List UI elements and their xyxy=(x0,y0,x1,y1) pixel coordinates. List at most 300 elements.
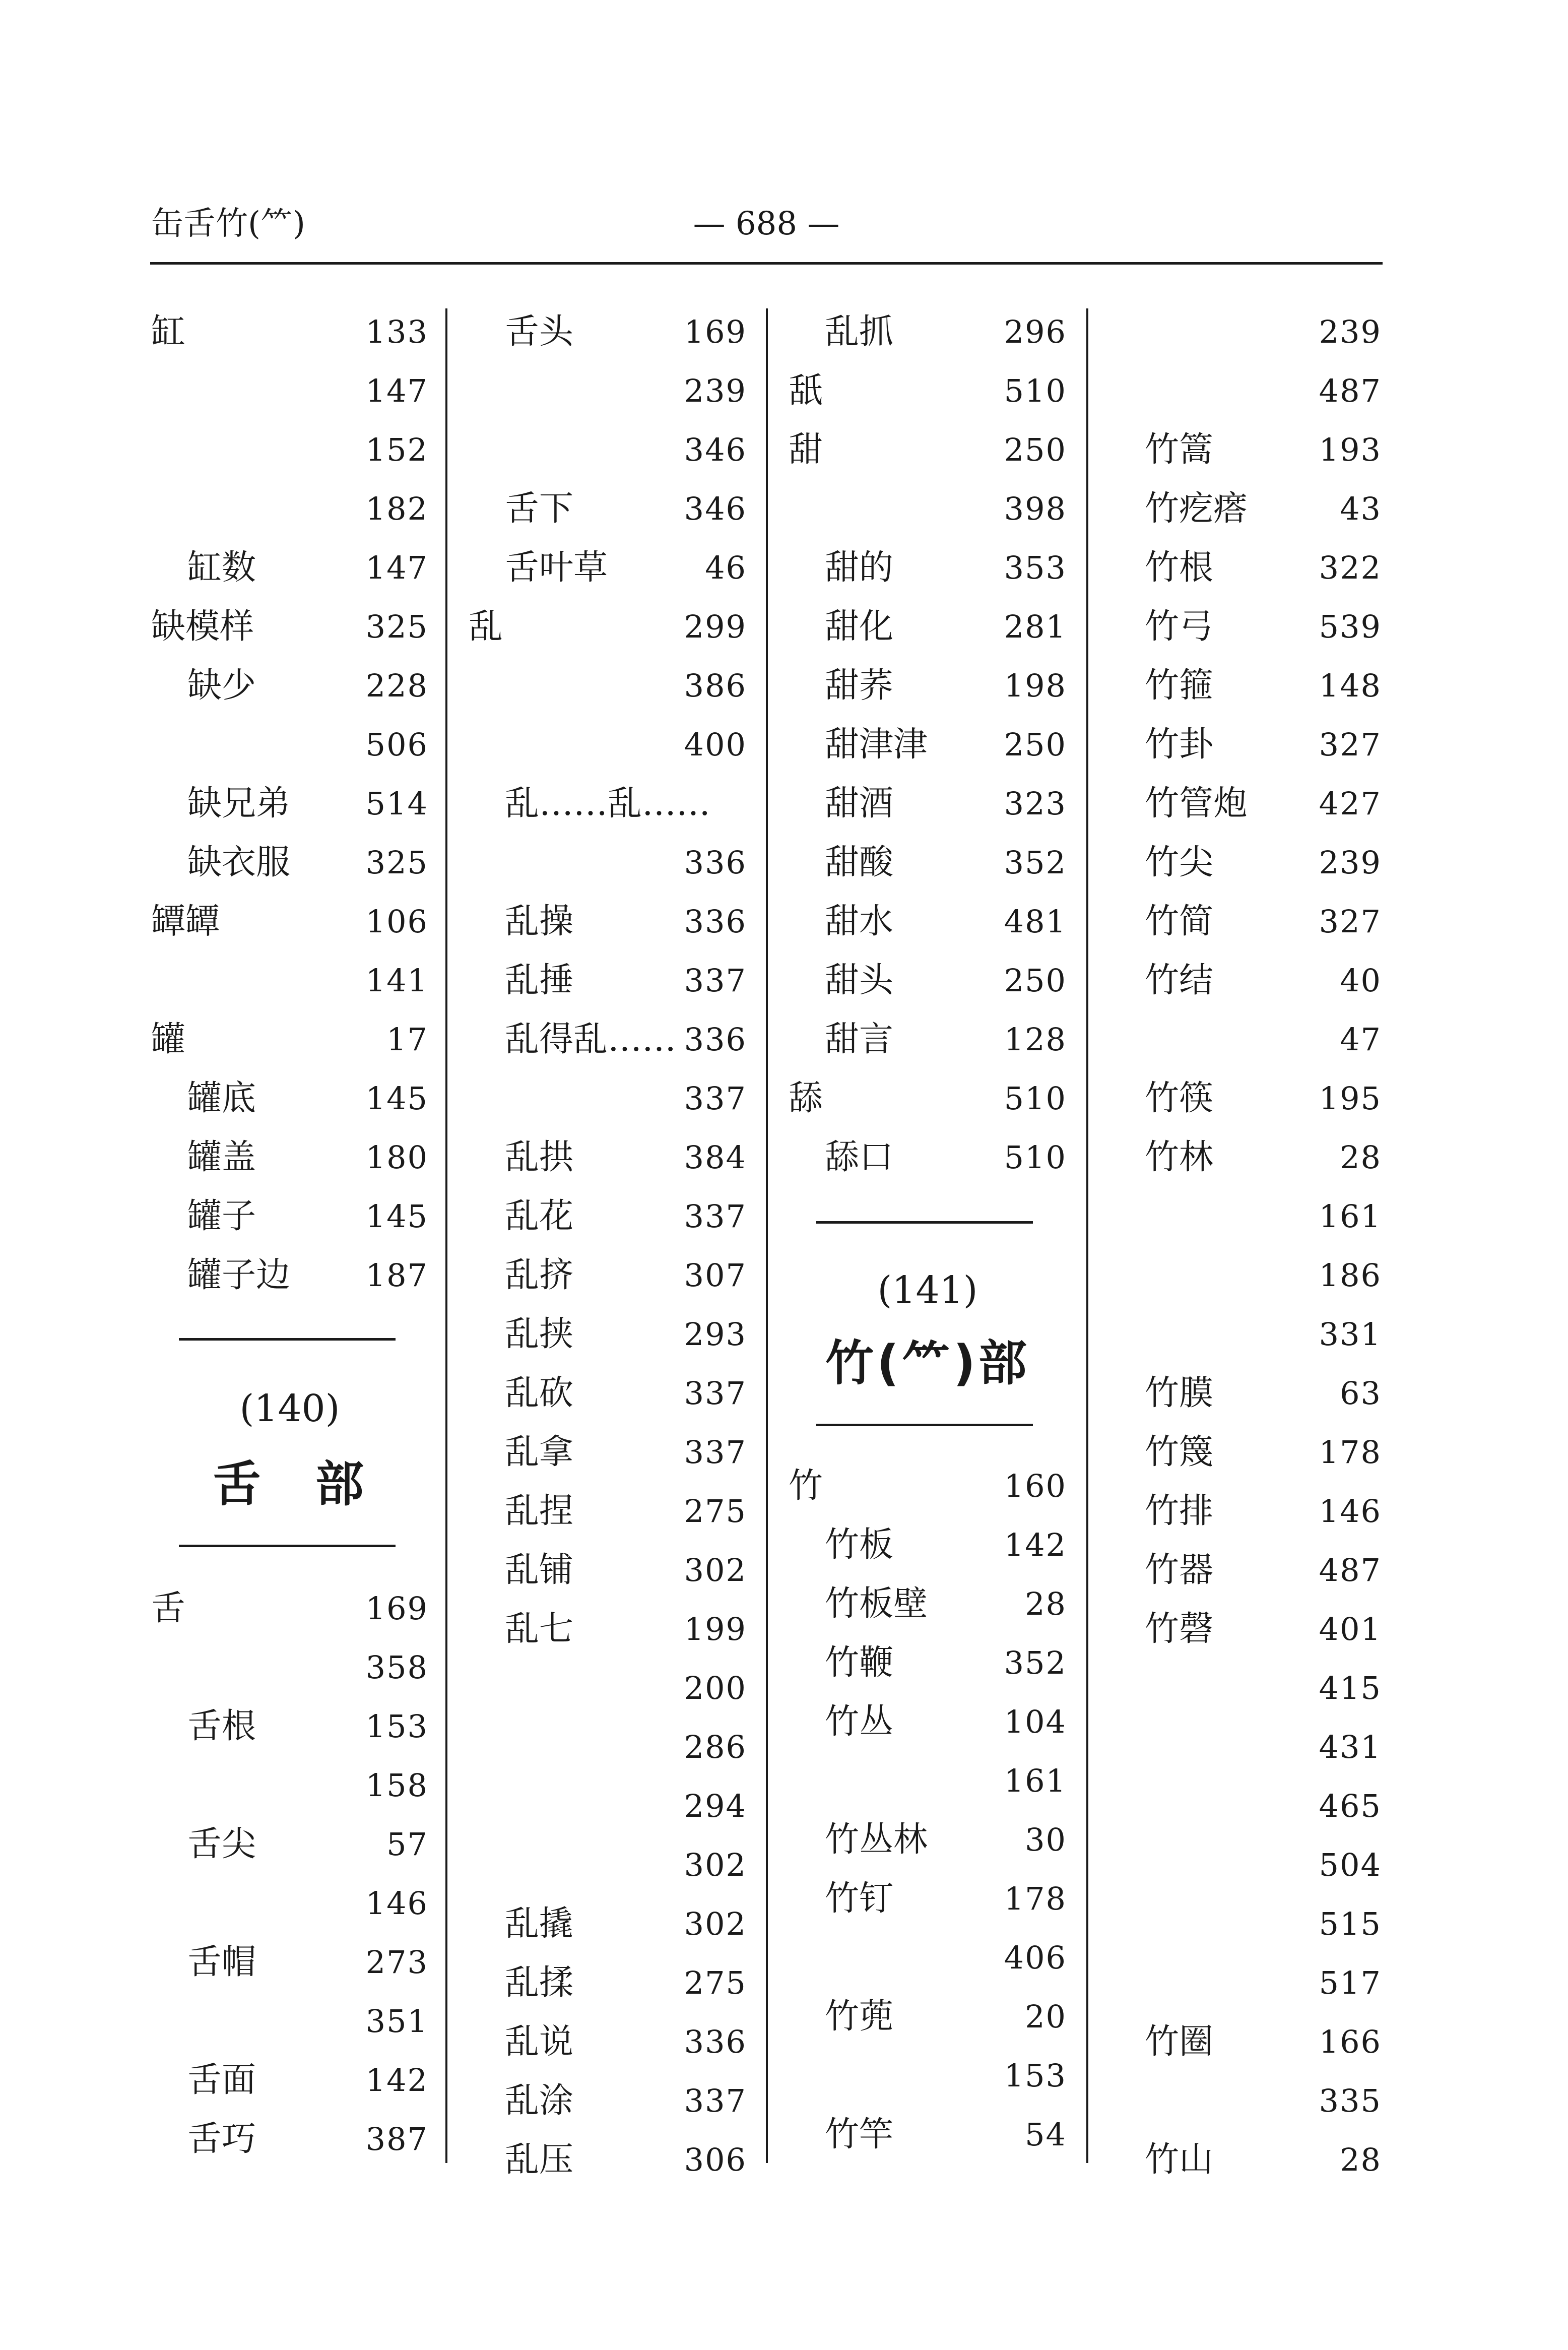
index-entry xyxy=(789,479,1067,538)
index-entry xyxy=(1108,1482,1382,1541)
index-term: 乱捶 xyxy=(505,961,574,1000)
index-entry xyxy=(1108,892,1382,951)
page-reference: 281 xyxy=(1004,608,1067,645)
page-reference: 400 xyxy=(684,726,747,763)
page-reference: 337 xyxy=(684,2082,747,2119)
page-reference: 386 xyxy=(684,667,747,704)
page-reference: 465 xyxy=(1319,1788,1382,1824)
page-reference: 104 xyxy=(1004,1703,1067,1740)
section-title: 舌 部 xyxy=(213,1456,367,1512)
index-entry xyxy=(151,892,428,951)
index-entry xyxy=(469,1246,747,1305)
page-reference: 487 xyxy=(1319,372,1382,409)
index-entry xyxy=(789,1456,1067,1515)
index-entry xyxy=(1108,361,1382,420)
page-reference: 146 xyxy=(1319,1493,1382,1530)
index-entry xyxy=(469,1482,747,1541)
page-reference: 351 xyxy=(365,2003,428,2040)
index-term: 乱捏 xyxy=(505,1491,574,1531)
index-entry xyxy=(469,1069,747,1128)
index-entry xyxy=(789,420,1067,479)
index-entry xyxy=(469,1010,747,1069)
page-reference: 161 xyxy=(1319,1198,1382,1235)
page-reference: 346 xyxy=(684,490,747,527)
index-entry xyxy=(789,1574,1067,1633)
page-reference: 28 xyxy=(1340,1139,1382,1176)
index-term: 舌 xyxy=(151,1589,186,1628)
index-entry xyxy=(151,1579,428,1638)
page-reference: 20 xyxy=(1025,1998,1067,2035)
index-entry xyxy=(469,774,747,833)
page-reference: 250 xyxy=(1004,431,1067,468)
index-term: 舔口 xyxy=(825,1137,894,1177)
index-entry xyxy=(151,361,428,420)
index-entry xyxy=(789,1928,1067,1987)
page-reference: 186 xyxy=(1319,1257,1382,1294)
index-entry xyxy=(469,2071,747,2130)
page-reference: 514 xyxy=(365,785,428,822)
page-reference: 54 xyxy=(1025,2116,1067,2153)
index-entry xyxy=(789,2105,1067,2164)
index-entry xyxy=(789,892,1067,951)
index-entry xyxy=(151,1128,428,1187)
index-entry xyxy=(469,2012,747,2071)
index-entry xyxy=(469,1835,747,1894)
index-entry xyxy=(469,1423,747,1482)
page-reference: 106 xyxy=(365,903,428,940)
index-term: 缺衣服 xyxy=(187,843,291,882)
index-entry xyxy=(469,538,747,597)
index-entry xyxy=(469,2130,747,2189)
page-reference: 431 xyxy=(1319,1729,1382,1765)
index-term: 舌叶草 xyxy=(505,548,608,588)
page-reference: 17 xyxy=(386,1021,428,1058)
page-reference: 239 xyxy=(684,372,747,409)
index-term: 缸 xyxy=(151,312,186,352)
page-reference: 517 xyxy=(1319,1964,1382,2001)
index-term: 竹器 xyxy=(1145,1550,1214,1590)
index-term: 乱拿 xyxy=(505,1432,574,1472)
page-reference: 415 xyxy=(1319,1670,1382,1706)
index-term: 竹 xyxy=(789,1466,823,1506)
index-entry xyxy=(469,361,747,420)
section-title: 竹(⺮)部 xyxy=(825,1335,1030,1391)
index-entry xyxy=(1108,597,1382,656)
page-reference: 302 xyxy=(684,1552,747,1589)
page-reference: 299 xyxy=(684,608,747,645)
index-entry xyxy=(789,2046,1067,2105)
index-term: 甜的 xyxy=(825,548,894,588)
page-reference: 275 xyxy=(684,1493,747,1530)
index-entry xyxy=(789,361,1067,420)
index-entry xyxy=(151,774,428,833)
index-entry xyxy=(1108,1894,1382,1953)
index-term: 竹管炮 xyxy=(1145,784,1248,823)
index-entry xyxy=(1108,774,1382,833)
page-reference: 306 xyxy=(684,2141,747,2178)
index-entry xyxy=(151,1874,428,1933)
page-reference: 336 xyxy=(684,1021,747,1058)
index-entry xyxy=(469,597,747,656)
page-reference: 153 xyxy=(1004,2057,1067,2094)
page-reference: 387 xyxy=(365,2121,428,2157)
index-entry xyxy=(789,774,1067,833)
index-entry xyxy=(1108,420,1382,479)
page-reference: 504 xyxy=(1319,1847,1382,1883)
index-term: 竹山 xyxy=(1145,2140,1214,2180)
index-term: 乱说 xyxy=(505,2022,574,2062)
index-term: 乱抓 xyxy=(825,312,894,352)
page-reference: 152 xyxy=(365,431,428,468)
index-term: 竹蔸 xyxy=(825,1997,894,2037)
index-term: 乱撬 xyxy=(505,1904,574,1944)
index-entry xyxy=(469,1718,747,1776)
index-term: 乱得乱…… xyxy=(505,1020,677,1059)
page-reference: 153 xyxy=(365,1708,428,1745)
page-reference: 141 xyxy=(365,962,428,999)
index-term: 竹箍 xyxy=(1145,666,1214,706)
page-reference: 323 xyxy=(1004,785,1067,822)
index-entry xyxy=(469,1600,747,1659)
index-entry xyxy=(1108,1953,1382,2012)
page-reference: 539 xyxy=(1319,608,1382,645)
page-reference: 147 xyxy=(365,549,428,586)
index-entry xyxy=(151,1187,428,1246)
index-term: 罐盖 xyxy=(187,1137,256,1177)
index-entry xyxy=(789,1515,1067,1574)
page-reference: 307 xyxy=(684,1257,747,1294)
index-entry xyxy=(789,1633,1067,1692)
page-reference: 406 xyxy=(1004,1939,1067,1976)
page-reference: 358 xyxy=(365,1649,428,1686)
index-entry xyxy=(1108,1128,1382,1187)
index-entry xyxy=(789,656,1067,715)
index-entry xyxy=(469,1894,747,1953)
page-reference: 250 xyxy=(1004,962,1067,999)
page-reference: 148 xyxy=(1319,667,1382,704)
page-reference: 302 xyxy=(684,1847,747,1883)
section-rule xyxy=(179,1338,396,1341)
page-reference: 161 xyxy=(1004,1762,1067,1799)
page-reference: 515 xyxy=(1319,1906,1382,1942)
index-entry xyxy=(1108,1835,1382,1894)
page-reference: 481 xyxy=(1004,903,1067,940)
section-rule xyxy=(816,1424,1033,1426)
section-rule xyxy=(816,1221,1033,1224)
index-term: 舌帽 xyxy=(187,1942,256,1982)
index-term: 甜化 xyxy=(825,607,894,647)
index-term: 竹磬 xyxy=(1145,1609,1214,1649)
page-reference: 142 xyxy=(365,2062,428,2099)
index-term: 甜津津 xyxy=(825,725,928,765)
index-entry xyxy=(1108,1246,1382,1305)
index-entry xyxy=(469,302,747,361)
index-entry xyxy=(469,1305,747,1364)
page-reference: 296 xyxy=(1004,313,1067,350)
page-reference: 331 xyxy=(1319,1316,1382,1353)
page-reference: 133 xyxy=(365,313,428,350)
section-number: (141) xyxy=(877,1268,978,1312)
page-reference: 142 xyxy=(1004,1527,1067,1563)
index-entry xyxy=(1108,1010,1382,1069)
page-reference: 228 xyxy=(365,667,428,704)
index-entry xyxy=(1108,1305,1382,1364)
page-number: — 688 — xyxy=(693,205,840,242)
page-reference: 302 xyxy=(684,1906,747,1942)
page-reference: 273 xyxy=(365,1944,428,1981)
page-reference: 250 xyxy=(1004,726,1067,763)
index-entry xyxy=(469,1128,747,1187)
index-term: 缸数 xyxy=(187,548,256,588)
page-reference: 510 xyxy=(1004,1139,1067,1176)
index-term: 舌面 xyxy=(187,2060,256,2100)
page-reference: 198 xyxy=(1004,667,1067,704)
index-term: 竹简 xyxy=(1145,902,1214,941)
page-reference: 146 xyxy=(365,1885,428,1922)
page-reference: 200 xyxy=(684,1670,747,1706)
index-term: 竹钉 xyxy=(825,1879,894,1919)
page-reference: 195 xyxy=(1319,1080,1382,1117)
index-term: 竹丛 xyxy=(825,1702,894,1742)
index-entry xyxy=(151,1697,428,1756)
page-reference: 28 xyxy=(1340,2141,1382,2178)
index-entry xyxy=(789,1128,1067,1187)
page-reference: 352 xyxy=(1004,1644,1067,1681)
index-entry xyxy=(151,302,428,361)
page-reference: 160 xyxy=(1004,1468,1067,1504)
index-term: 竹筷 xyxy=(1145,1078,1214,1118)
index-term: 乱拱 xyxy=(505,1137,574,1177)
page-reference: 187 xyxy=(365,1257,428,1294)
index-term: 乱涂 xyxy=(505,2081,574,2121)
index-term: 竹结 xyxy=(1145,961,1214,1000)
index-entry xyxy=(789,1069,1067,1128)
page-reference: 57 xyxy=(386,1826,428,1863)
index-entry xyxy=(789,833,1067,892)
page-reference: 169 xyxy=(365,1590,428,1627)
index-entry xyxy=(1108,1776,1382,1835)
index-term: 竹根 xyxy=(1145,548,1214,588)
index-entry xyxy=(1108,951,1382,1010)
page-reference: 398 xyxy=(1004,490,1067,527)
index-entry xyxy=(789,951,1067,1010)
index-entry xyxy=(469,715,747,774)
index-entry xyxy=(1108,1069,1382,1128)
index-term: 竹疙瘩 xyxy=(1145,489,1248,529)
index-term: 舔 xyxy=(789,1078,823,1118)
index-term: 甜酒 xyxy=(825,784,894,823)
index-entry xyxy=(1108,833,1382,892)
index-entry xyxy=(1108,302,1382,361)
index-term: 甜言 xyxy=(825,1020,894,1059)
index-entry xyxy=(1108,656,1382,715)
index-entry xyxy=(151,420,428,479)
index-entry xyxy=(151,1992,428,2051)
index-term: 缺兄弟 xyxy=(187,784,291,823)
page-reference: 336 xyxy=(684,903,747,940)
page-reference: 336 xyxy=(684,2023,747,2060)
index-term: 缺模样 xyxy=(151,607,254,647)
index-entry xyxy=(151,1010,428,1069)
page-reference: 336 xyxy=(684,844,747,881)
index-entry xyxy=(1108,1600,1382,1659)
index-term: 乱铺 xyxy=(505,1550,574,1590)
index-entry xyxy=(1108,2071,1382,2130)
page-reference: 178 xyxy=(1319,1434,1382,1471)
index-term: 竹尖 xyxy=(1145,843,1214,882)
page-reference: 28 xyxy=(1025,1585,1067,1622)
index-entry xyxy=(151,833,428,892)
index-entry xyxy=(789,1810,1067,1869)
index-term: 罐子边 xyxy=(187,1255,291,1295)
page-reference: 337 xyxy=(684,1080,747,1117)
index-entry xyxy=(1108,1423,1382,1482)
index-entry xyxy=(1108,538,1382,597)
page-reference: 427 xyxy=(1319,785,1382,822)
index-term: 甜酸 xyxy=(825,843,894,882)
page-reference: 384 xyxy=(684,1139,747,1176)
index-term: 甜水 xyxy=(825,902,894,941)
page-reference: 63 xyxy=(1340,1375,1382,1412)
page-reference: 43 xyxy=(1340,490,1382,527)
index-entry xyxy=(789,597,1067,656)
index-entry xyxy=(1108,715,1382,774)
index-term: 竹排 xyxy=(1145,1491,1214,1531)
index-term: 乱揉 xyxy=(505,1963,574,2003)
page-reference: 337 xyxy=(684,1434,747,1471)
index-term: 竹竿 xyxy=(825,2115,894,2154)
index-entry xyxy=(469,1953,747,2012)
index-entry xyxy=(1108,2130,1382,2189)
index-term: 甜 xyxy=(789,430,823,470)
index-entry xyxy=(469,420,747,479)
page-reference: 337 xyxy=(684,1375,747,1412)
index-term: 乱七 xyxy=(505,1609,574,1649)
index-term: 竹林 xyxy=(1145,1137,1214,1177)
page-reference: 506 xyxy=(365,726,428,763)
index-entry xyxy=(151,538,428,597)
index-term: 舌头 xyxy=(505,312,574,352)
column-divider xyxy=(445,308,447,2163)
index-entry xyxy=(151,479,428,538)
page-reference: 346 xyxy=(684,431,747,468)
index-entry xyxy=(789,302,1067,361)
index-term: 罐 xyxy=(151,1020,186,1059)
page-reference: 327 xyxy=(1319,903,1382,940)
index-entry xyxy=(151,951,428,1010)
index-entry xyxy=(789,715,1067,774)
index-entry xyxy=(469,1541,747,1600)
index-entry xyxy=(789,1987,1067,2046)
index-entry xyxy=(151,1815,428,1874)
index-term: 竹丛林 xyxy=(825,1820,928,1860)
index-term: 竹圈 xyxy=(1145,2022,1214,2062)
page-reference: 401 xyxy=(1319,1611,1382,1647)
section-rule xyxy=(179,1545,396,1547)
index-entry xyxy=(1108,1541,1382,1600)
page-reference: 145 xyxy=(365,1080,428,1117)
index-term: 乱挟 xyxy=(505,1314,574,1354)
index-entry xyxy=(469,1364,747,1423)
index-term: 竹篾 xyxy=(1145,1432,1214,1472)
index-term: 乱挤 xyxy=(505,1255,574,1295)
index-entry xyxy=(1108,1187,1382,1246)
index-term: 甜荞 xyxy=(825,666,894,706)
page-reference: 337 xyxy=(684,962,747,999)
index-term: 竹膜 xyxy=(1145,1373,1214,1413)
running-head xyxy=(151,201,1382,247)
index-entry xyxy=(1108,1364,1382,1423)
section-label: 缶舌竹(⺮) xyxy=(151,205,305,242)
column-divider xyxy=(766,308,768,2163)
page-reference: 178 xyxy=(1004,1880,1067,1917)
page-reference: 335 xyxy=(1319,2082,1382,2119)
index-term: 乱……乱…… xyxy=(505,784,711,823)
index-entry xyxy=(151,656,428,715)
page-reference: 325 xyxy=(365,608,428,645)
index-entry xyxy=(469,479,747,538)
index-term: 舌下 xyxy=(505,489,574,529)
index-entry xyxy=(1108,1659,1382,1718)
page-reference: 128 xyxy=(1004,1021,1067,1058)
page-reference: 145 xyxy=(365,1198,428,1235)
index-entry xyxy=(469,833,747,892)
index-entry xyxy=(151,2110,428,2169)
index-term: 罈罈 xyxy=(151,902,220,941)
page-reference: 169 xyxy=(684,313,747,350)
index-term: 乱花 xyxy=(505,1196,574,1236)
index-entry xyxy=(151,1069,428,1128)
page-reference: 40 xyxy=(1340,962,1382,999)
page-reference: 293 xyxy=(684,1316,747,1353)
page-reference: 46 xyxy=(705,549,747,586)
index-term: 舌巧 xyxy=(187,2119,256,2159)
page-reference: 322 xyxy=(1319,549,1382,586)
index-entry xyxy=(789,538,1067,597)
index-entry xyxy=(789,1751,1067,1810)
page-reference: 352 xyxy=(1004,844,1067,881)
page-reference: 199 xyxy=(684,1611,747,1647)
index-term: 舐 xyxy=(789,371,823,411)
index-entry xyxy=(469,1776,747,1835)
index-entry xyxy=(789,1692,1067,1751)
index-term: 乱 xyxy=(469,607,503,647)
index-entry xyxy=(789,1869,1067,1928)
index-entry xyxy=(151,1756,428,1815)
index-term: 舌根 xyxy=(187,1706,256,1746)
page-reference: 294 xyxy=(684,1788,747,1824)
index-entry xyxy=(469,892,747,951)
index-term: 竹篙 xyxy=(1145,430,1214,470)
page-reference: 353 xyxy=(1004,549,1067,586)
index-term: 竹卦 xyxy=(1145,725,1214,765)
index-term: 竹板 xyxy=(825,1525,894,1565)
page-reference: 239 xyxy=(1319,313,1382,350)
page-reference: 510 xyxy=(1004,1080,1067,1117)
index-entry xyxy=(151,597,428,656)
page-reference: 510 xyxy=(1004,372,1067,409)
index-term: 甜头 xyxy=(825,961,894,1000)
page-reference: 275 xyxy=(684,1964,747,2001)
page-reference: 337 xyxy=(684,1198,747,1235)
index-term: 罐底 xyxy=(187,1078,256,1118)
index-term: 竹板壁 xyxy=(825,1584,928,1624)
index-term: 缺少 xyxy=(187,666,256,706)
index-term: 竹鞭 xyxy=(825,1643,894,1683)
page-reference: 182 xyxy=(365,490,428,527)
index-term: 乱砍 xyxy=(505,1373,574,1413)
page-reference: 158 xyxy=(365,1767,428,1804)
